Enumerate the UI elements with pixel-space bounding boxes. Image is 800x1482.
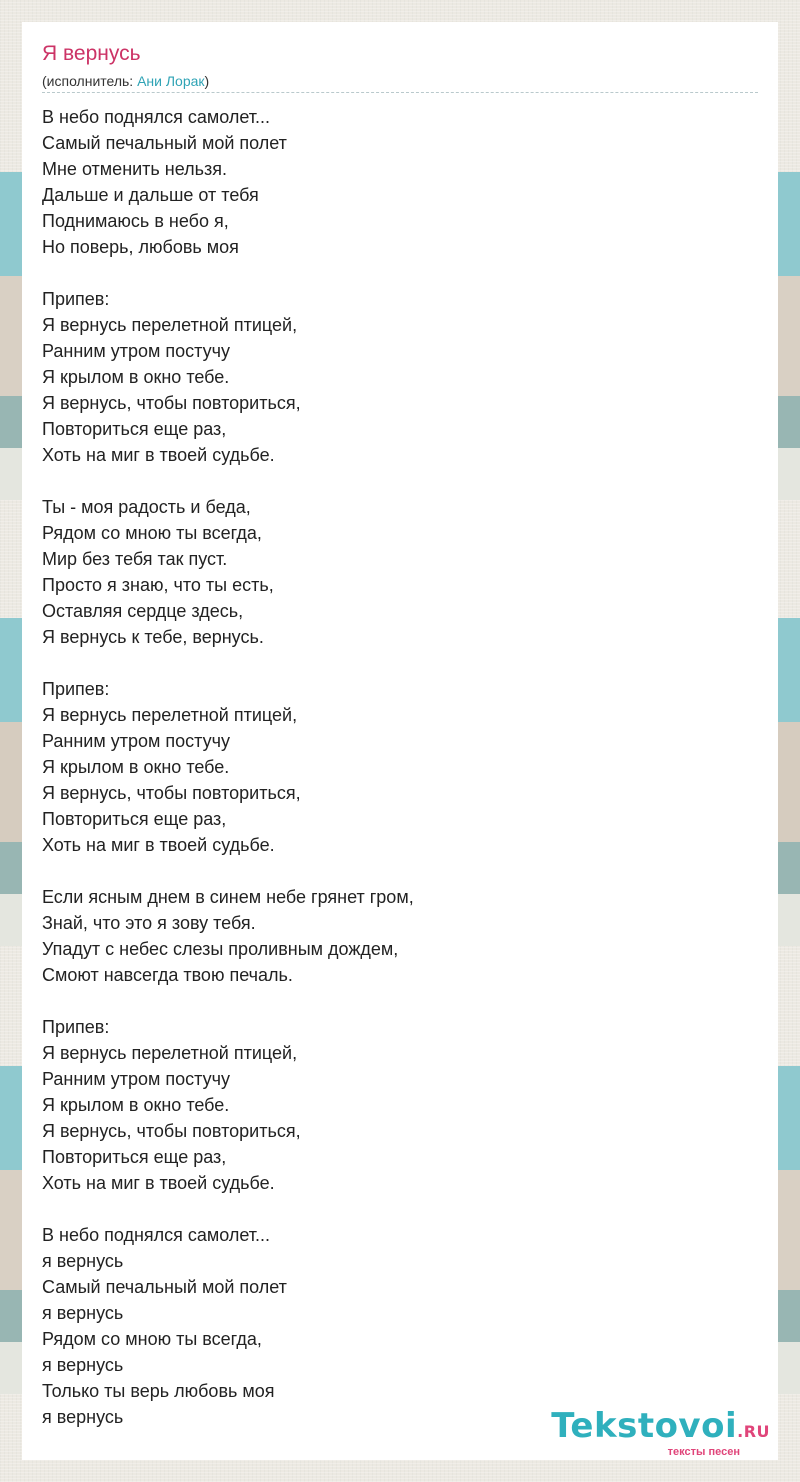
lyric-line bbox=[42, 260, 414, 286]
logo-wordmark bbox=[551, 1408, 770, 1450]
lyric-line: Припев: bbox=[42, 289, 110, 309]
lyric-line bbox=[42, 650, 414, 676]
lyric-line: Я вернусь перелетной птицей, bbox=[42, 705, 298, 725]
lyric-line: Поднимаюсь в небо я, bbox=[42, 211, 229, 231]
performer-link[interactable]: Ани Лорак bbox=[137, 73, 205, 89]
lyric-line bbox=[42, 468, 414, 494]
performer-suffix: ) bbox=[204, 73, 210, 89]
lyric-line: Но поверь, любовь моя bbox=[42, 237, 239, 257]
lyric-line: Только ты верь любовь моя bbox=[42, 1381, 275, 1401]
performer-line bbox=[42, 73, 209, 89]
lyric-line: я вернусь bbox=[42, 1355, 124, 1375]
lyric-line: я вернусь bbox=[42, 1251, 124, 1271]
lyric-line: Я вернусь перелетной птицей, bbox=[42, 315, 298, 335]
lyric-line: Смоют навсегда твою печаль. bbox=[42, 965, 293, 985]
song-title: Я вернусь bbox=[42, 42, 141, 65]
lyric-line: Мир без тебя так пуст. bbox=[42, 549, 228, 569]
lyric-line: Я крылом в окно тебе. bbox=[42, 757, 230, 777]
lyric-line bbox=[42, 1196, 414, 1222]
lyric-line: Хоть на миг в твоей судьбе. bbox=[42, 835, 275, 855]
lyric-line: Я вернусь к тебе, вернусь. bbox=[42, 627, 264, 647]
lyric-line: я вернусь bbox=[42, 1407, 124, 1427]
lyric-line: Повториться еще раз, bbox=[42, 809, 227, 829]
lyric-line: Припев: bbox=[42, 679, 110, 699]
title-divider bbox=[42, 92, 758, 93]
lyric-line: Ранним утром постучу bbox=[42, 731, 230, 751]
lyric-line: Рядом со мною ты всегда, bbox=[42, 1329, 262, 1349]
lyric-line: Я крылом в окно тебе. bbox=[42, 1095, 230, 1115]
lyrics-card bbox=[22, 22, 778, 1460]
lyric-line: В небо поднялся самолет... bbox=[42, 1225, 271, 1245]
lyric-line: Просто я знаю, что ты есть, bbox=[42, 575, 274, 595]
lyric-line: Я вернусь перелетной птицей, bbox=[42, 1043, 298, 1063]
logo-tagline: тексты песен bbox=[667, 1446, 740, 1458]
lyric-line: Если ясным днем в синем небе грянет гром, bbox=[42, 887, 414, 907]
lyric-line: Повториться еще раз, bbox=[42, 1147, 227, 1167]
lyric-line: Рядом со мною ты всегда, bbox=[42, 523, 262, 543]
lyric-line: Ранним утром постучу bbox=[42, 341, 230, 361]
lyric-line: Я крылом в окно тебе. bbox=[42, 367, 230, 387]
lyric-line: Повториться еще раз, bbox=[42, 419, 227, 439]
lyric-line bbox=[42, 858, 414, 884]
lyric-line: Ты - моя радость и беда, bbox=[42, 497, 251, 517]
lyric-line: Припев: bbox=[42, 1017, 110, 1037]
lyric-line: Знай, что это я зову тебя. bbox=[42, 913, 256, 933]
lyric-line: Ранним утром постучу bbox=[42, 1069, 230, 1089]
lyric-line: Самый печальный мой полет bbox=[42, 1277, 287, 1297]
site-logo[interactable] bbox=[551, 1408, 770, 1458]
lyric-line: Хоть на миг в твоей судьбе. bbox=[42, 1173, 275, 1193]
performer-prefix: (исполнитель: bbox=[42, 73, 138, 89]
lyric-line: я вернусь bbox=[42, 1303, 124, 1323]
lyric-line: Оставляя сердце здесь, bbox=[42, 601, 244, 621]
lyrics-text bbox=[42, 104, 414, 1430]
lyric-line: Самый печальный мой полет bbox=[42, 133, 287, 153]
logo-name: Tekstovoi bbox=[551, 1406, 738, 1446]
lyric-line: Упадут с небес слезы проливным дождем, bbox=[42, 939, 399, 959]
lyric-line: Мне отменить нельзя. bbox=[42, 159, 228, 179]
lyric-line bbox=[42, 988, 414, 1014]
lyric-line: Я вернусь, чтобы повториться, bbox=[42, 393, 301, 413]
lyric-line: Я вернусь, чтобы повториться, bbox=[42, 783, 301, 803]
lyric-line: Я вернусь, чтобы повториться, bbox=[42, 1121, 301, 1141]
lyric-line: Хоть на миг в твоей судьбе. bbox=[42, 445, 275, 465]
lyric-line: Дальше и дальше от тебя bbox=[42, 185, 259, 205]
lyric-line: В небо поднялся самолет... bbox=[42, 107, 271, 127]
logo-tld: .RU bbox=[737, 1422, 770, 1441]
